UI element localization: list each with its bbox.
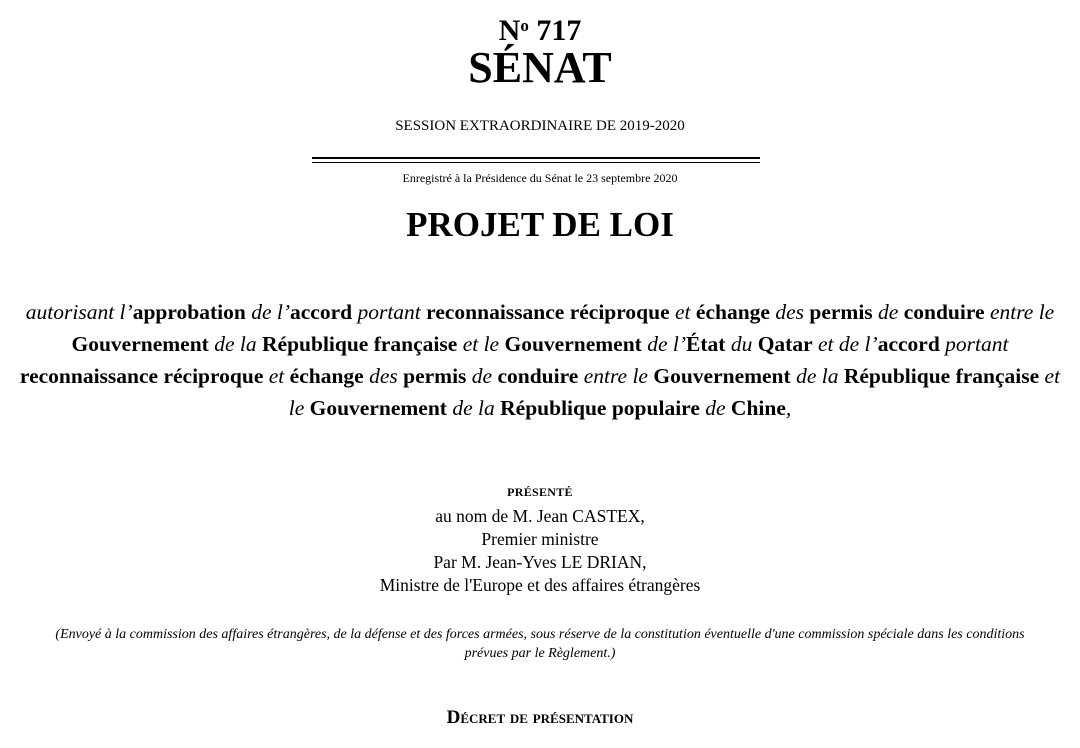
subject-segment: portant [352, 300, 427, 324]
subject-segment: de [872, 300, 904, 324]
subject-segment: entre le [984, 300, 1055, 324]
subject-segment: Gouvernement [504, 332, 642, 356]
subject-segment: conduire [903, 300, 985, 324]
subject-segment: République populaire [500, 396, 700, 420]
subject-segment: et [669, 300, 696, 324]
subject-segment: reconnaissance réciproque [19, 364, 264, 388]
decree-heading: Décret de présentation [446, 707, 634, 728]
document-type: PROJET DE LOI [406, 205, 674, 244]
subject-segment: Gouvernement [653, 364, 791, 388]
subject-segment: Chine [730, 396, 786, 420]
subject-segment: des [769, 300, 810, 324]
presenter-line: Premier ministre [481, 529, 599, 549]
subject-segment: République française [843, 364, 1040, 388]
subject-segment: de la [208, 332, 262, 356]
subject-segment: République française [262, 332, 458, 356]
registration-date: Enregistré à la Présidence du Sénat le 23 septembre 2020 [402, 171, 678, 185]
subject-segment: conduire [497, 364, 579, 388]
session-line: SESSION EXTRAORDINAIRE DE 2019-2020 [395, 118, 685, 134]
subject-segment: de la [446, 396, 501, 420]
subject-segment: de [466, 364, 498, 388]
subject-segment: , [785, 396, 792, 420]
subject-segment: approbation [132, 300, 246, 324]
subject-segment: de l’ [245, 300, 290, 324]
subject-segment: et le [457, 332, 505, 356]
presented-label: PRÉSENTÉ [507, 485, 573, 499]
subject-segment: autorisant l’ [25, 300, 133, 324]
subject-segment: échange [289, 364, 364, 388]
subject-segment: reconnaissance réciproque [426, 300, 670, 324]
bill-number: $N^o$ 717 [498, 14, 582, 47]
divider-thin [312, 162, 760, 163]
subject-segment: permis [403, 364, 467, 388]
subject-segment: de la [790, 364, 844, 388]
presenter-line: Par M. Jean-Yves LE DRIAN, [433, 552, 647, 572]
divider-thick [312, 157, 760, 159]
subject-segment: portant [939, 332, 1009, 356]
presenter-line: Ministre de l'Europe et des affaires étrangères [379, 575, 701, 595]
subject-segment: Qatar [757, 332, 813, 356]
subject-segment: du [725, 332, 758, 356]
subject-segment: Gouvernement [71, 332, 209, 356]
subject-segment: permis [809, 300, 873, 324]
subject-segment: de [699, 396, 731, 420]
presenters-block [0, 505, 1080, 597]
subject-segment: des [363, 364, 404, 388]
subject-segment: et [263, 364, 290, 388]
referral-note: (Envoyé à la commission des affaires étrangères, de la défense et des forces armées, sous réserve de la constitution éventuelle d'une commission spéciale dans les conditions prévues par le Règlement.) [55, 627, 1025, 661]
presenter-line: au nom de M. Jean CASTEX, [435, 506, 645, 526]
subject-segment: accord [290, 300, 353, 324]
subject-segment: accord [877, 332, 940, 356]
subject-segment: entre le [578, 364, 654, 388]
subject-segment: Gouvernement [309, 396, 447, 420]
subject-segment: de l’ [641, 332, 687, 356]
subject-segment: et de l’ [812, 332, 878, 356]
chamber-title: SÉNAT [468, 43, 612, 92]
subject-segment: échange [695, 300, 770, 324]
subject-segment: État [686, 332, 726, 356]
subject-segment: et le [288, 364, 1061, 420]
bill-subject [10, 296, 1070, 424]
